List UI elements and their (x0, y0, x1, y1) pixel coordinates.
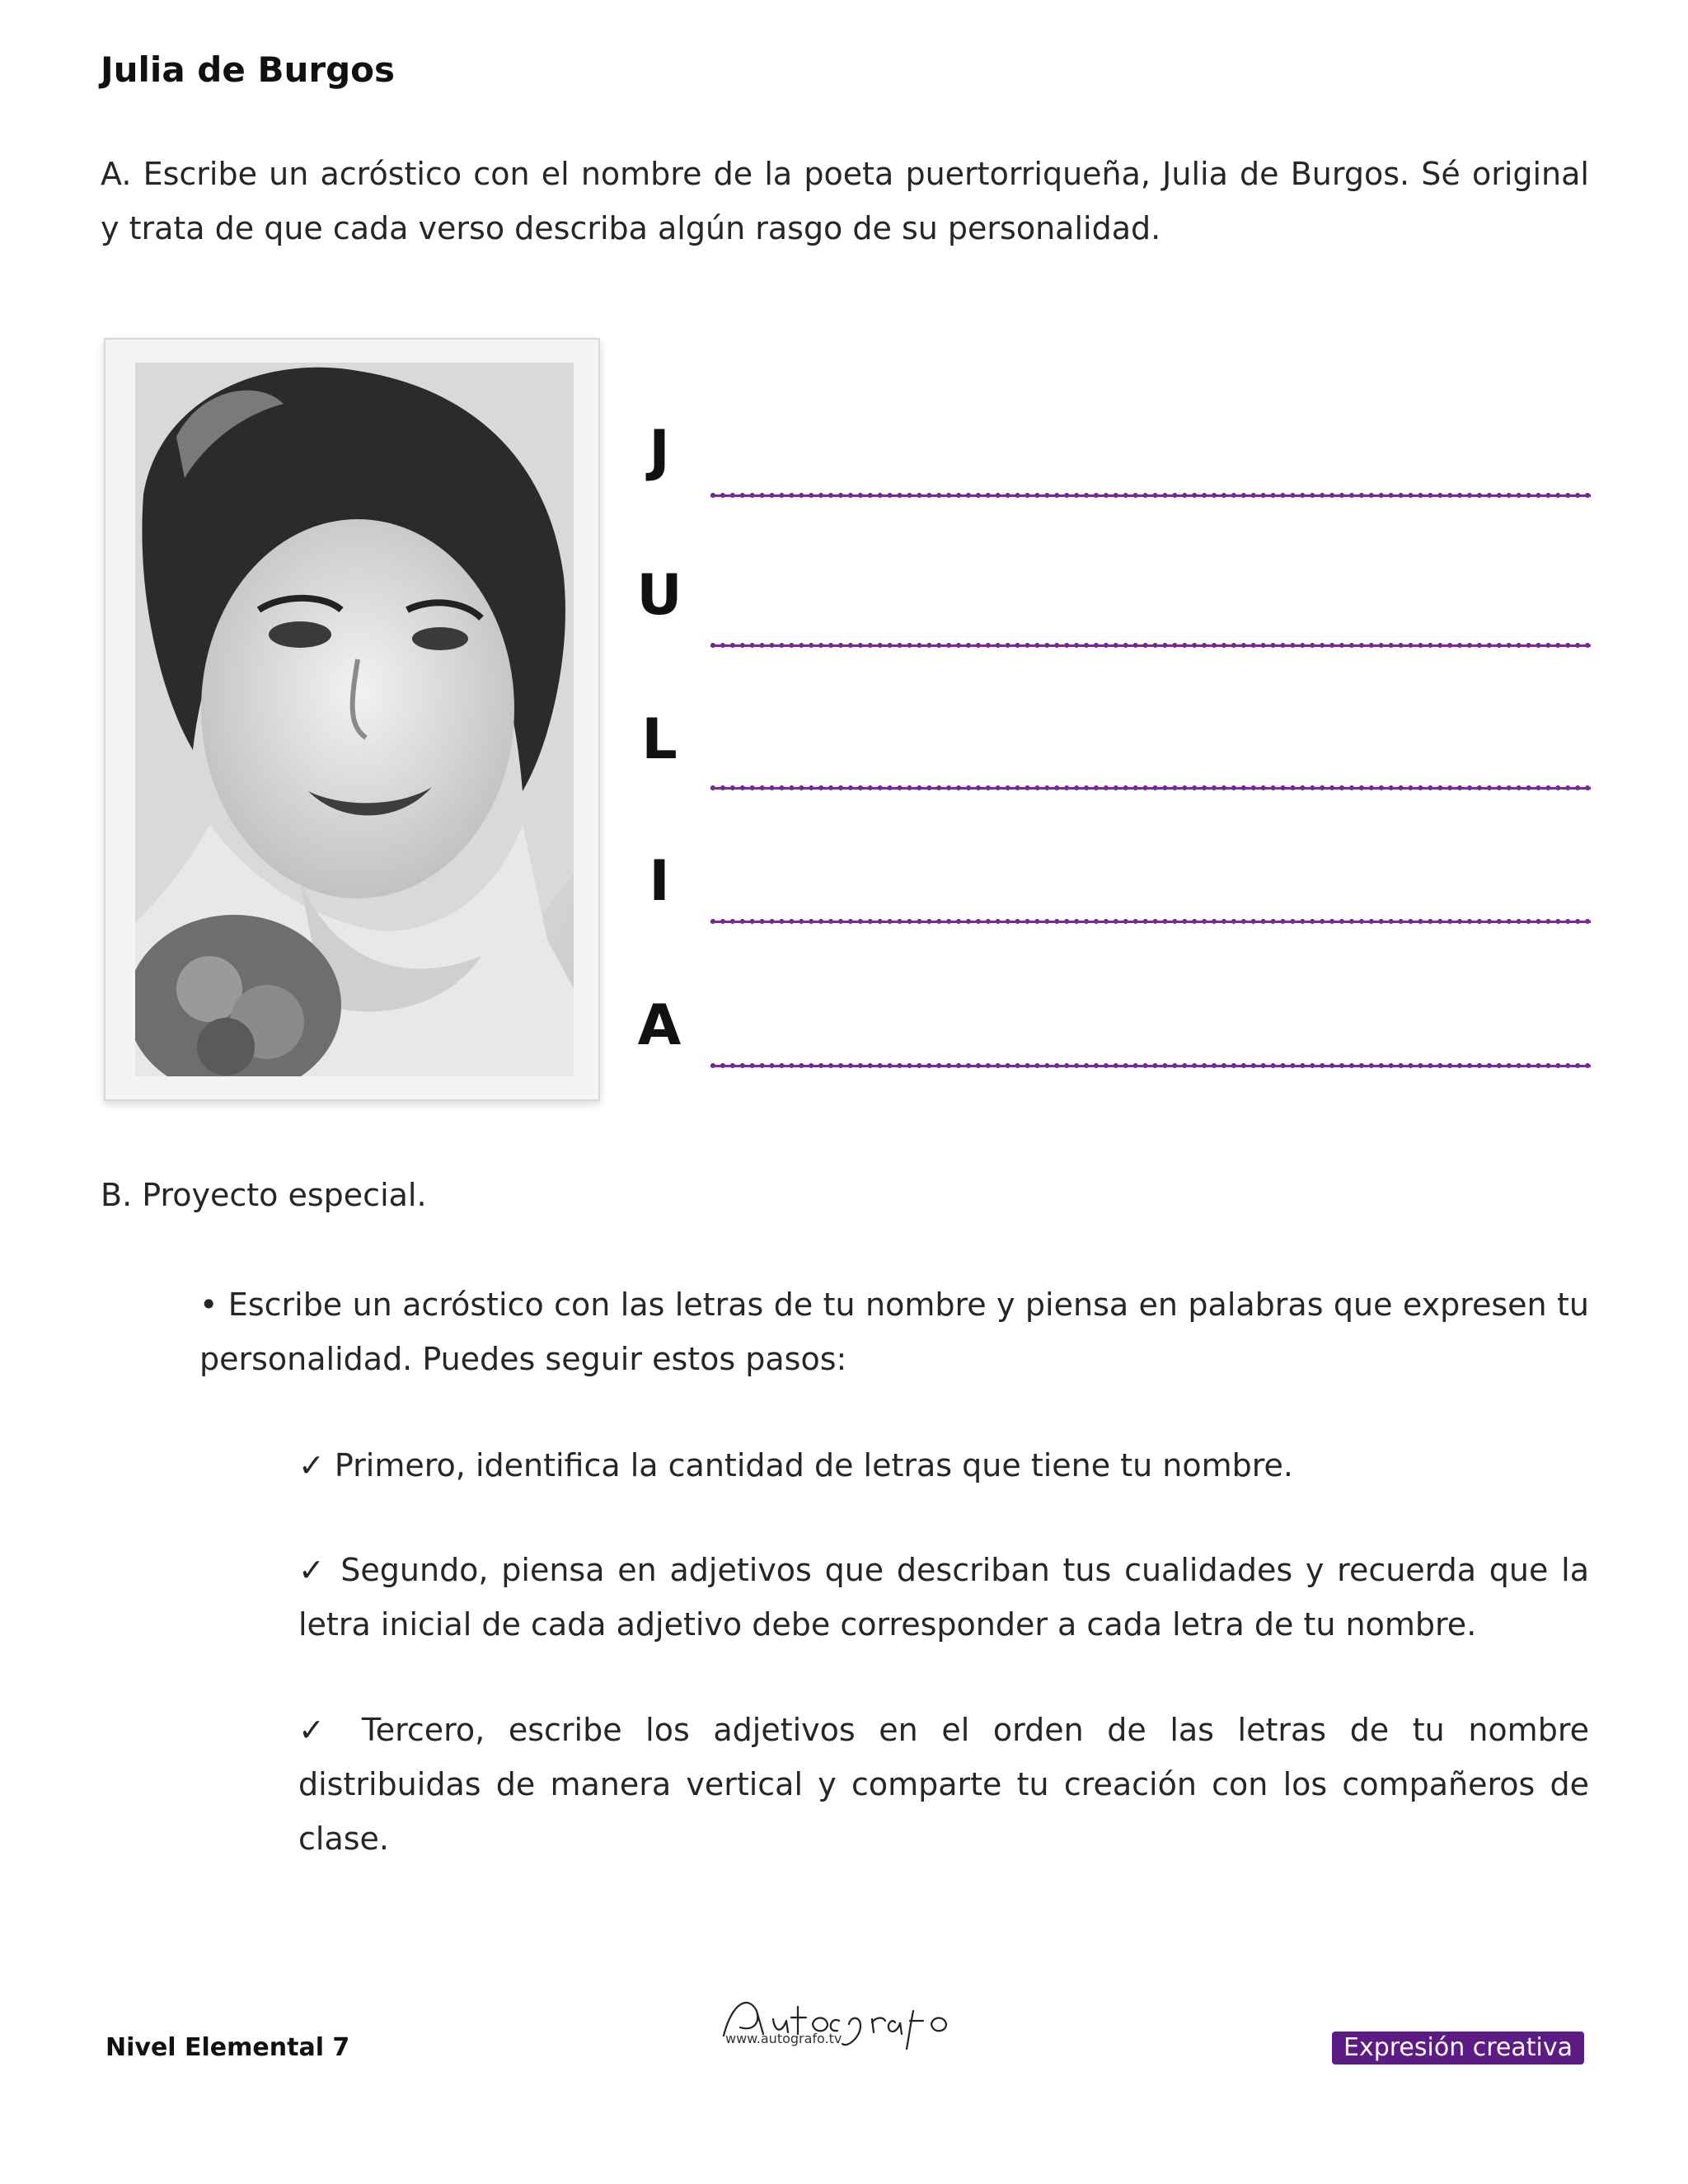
portrait-photo (135, 363, 574, 1076)
acrostic-line-j[interactable] (710, 493, 1591, 498)
bullet-instruction: • Escribe un acróstico con las letras de tu nombre y piensa en palabras que expresen tu personalidad. Puedes seguir estos pasos: (199, 1286, 1589, 1377)
page-title: Julia de Burgos (101, 49, 395, 90)
step-item: ✓ Segundo, piensa en adjetivos que describan tus cualidades y recuerda que la letra inicial de cada adjetivo debe corresponder a cada letra de tu nombre. (298, 1552, 1589, 1643)
acrostic-letter-a: A (637, 993, 682, 1058)
section-b-heading: B. Proyecto especial. (101, 1177, 427, 1213)
logo-url: www.autografo.tv (725, 2031, 842, 2046)
acrostic-letter-j: J (649, 419, 670, 484)
level-label: Nivel Elemental 7 (106, 2033, 350, 2062)
acrostic-line-i[interactable] (710, 919, 1591, 924)
step-item: ✓ Tercero, escribe los adjetivos en el orden de las letras de tu nombre distribuidas de manera vertical y comparte tu creación con los compañeros de clase. (298, 1712, 1589, 1857)
acrostic-line-a[interactable] (710, 1063, 1591, 1068)
acrostic-line-u[interactable] (710, 643, 1591, 648)
photo-frame (104, 338, 600, 1101)
acrostic-letter-i: I (649, 849, 670, 914)
instruction-a: A. Escribe un acróstico con el nombre de la poeta puertorriqueña, Julia de Burgos. Sé original y trata de que cada verso describa algún rasgo de su personalidad. (101, 156, 1589, 246)
acrostic-line-l[interactable] (710, 785, 1591, 790)
acrostic-letter-u: U (636, 563, 682, 628)
acrostic-letter-l: L (641, 707, 678, 772)
portrait-illustration-icon (135, 363, 574, 1076)
category-badge: Expresión creativa (1332, 2032, 1584, 2064)
step-item: ✓ Primero, identifica la cantidad de letras que tiene tu nombre. (298, 1447, 1294, 1483)
